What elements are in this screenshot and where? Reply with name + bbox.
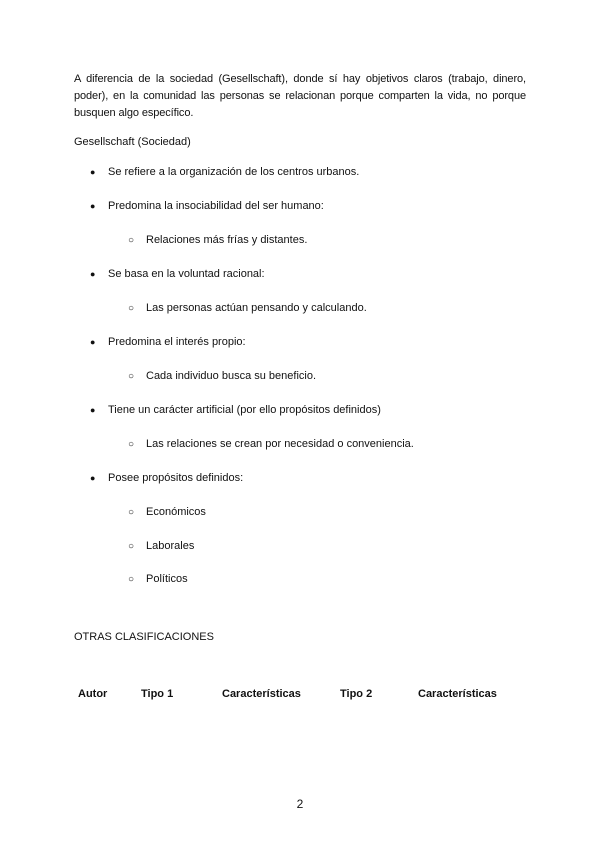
- sub-list-item: [128, 506, 206, 518]
- sub-list-item: [128, 573, 188, 585]
- list-item-text: Políticos: [146, 573, 188, 585]
- list-item-text: Laborales: [146, 540, 195, 552]
- sub-list-item: [128, 234, 307, 246]
- bullet-dot: ●: [90, 473, 96, 483]
- list-item: [90, 200, 324, 212]
- sub-list-item: [128, 438, 414, 450]
- list-item-text: Las personas actúan pensando y calculando.: [146, 302, 367, 314]
- sub-list-item: [128, 302, 367, 314]
- bullet-dot: ●: [90, 167, 96, 177]
- list-item-text: Predomina el interés propio:: [108, 336, 246, 348]
- bullet-dot: ●: [90, 269, 96, 279]
- section-title-other-classifications: OTRAS CLASIFICACIONES: [74, 631, 214, 643]
- list-item-text: Posee propósitos definidos:: [108, 472, 244, 484]
- bullet-dot: ●: [90, 405, 96, 415]
- sub-list-item: [128, 370, 316, 382]
- list-item: [90, 404, 381, 416]
- table-header-characteristics1: Características: [222, 688, 301, 700]
- list-item-text: Se refiere a la organización de los centros urbanos.: [108, 166, 360, 178]
- list-item-text: Económicos: [146, 506, 206, 518]
- bullet-circle: ○: [128, 303, 135, 314]
- list-item-text: Cada individuo busca su beneficio.: [146, 370, 317, 382]
- page-number: 2: [296, 797, 304, 811]
- bullet-circle: ○: [128, 574, 135, 585]
- bullet-circle: ○: [128, 371, 135, 382]
- list-item: [90, 166, 359, 178]
- bullet-circle: ○: [128, 235, 135, 246]
- bullet-circle: ○: [128, 541, 135, 552]
- list-item: [90, 336, 246, 348]
- list-item-text: Se basa en la voluntad racional:: [108, 268, 265, 280]
- list-item-text: Predomina la insociabilidad del ser humano:: [108, 200, 324, 212]
- intro-paragraph: A diferencia de la sociedad (Gesellschaft), donde sí hay objetivos claros (trabajo, dinero, poder), en la comunidad las personas se relacionan porque comparten la vida, no porque busquen algo específico.: [74, 73, 526, 119]
- list-item-text: Relaciones más frías y distantes.: [146, 234, 308, 246]
- list-item-text: Las relaciones se crean por necesidad o conveniencia.: [146, 438, 414, 450]
- section-heading: Gesellschaft (Sociedad): [74, 136, 191, 148]
- bullet-dot: ●: [90, 337, 96, 347]
- bullet-circle: ○: [128, 507, 135, 518]
- table-header-characteristics2: Características: [418, 688, 497, 700]
- list-item: [90, 268, 265, 280]
- bullet-circle: ○: [128, 439, 135, 450]
- list-item: [90, 472, 243, 484]
- table-header-type2: Tipo 2: [340, 688, 373, 700]
- table-header-author: Autor: [78, 688, 108, 700]
- bullet-dot: ●: [90, 201, 96, 211]
- sub-list-item: [128, 540, 194, 552]
- list-item-text: Tiene un carácter artificial (por ello propósitos definidos): [108, 404, 381, 416]
- table-header-type1: Tipo 1: [141, 688, 174, 700]
